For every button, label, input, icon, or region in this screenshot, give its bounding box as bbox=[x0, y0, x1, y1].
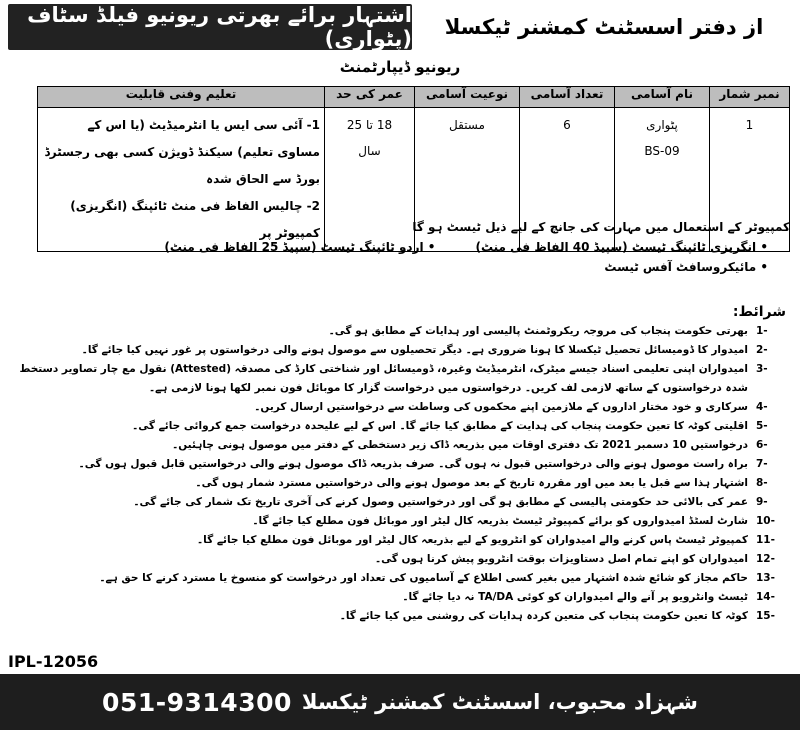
condition-number: 11- bbox=[756, 534, 775, 546]
condition-number: 7- bbox=[756, 458, 768, 470]
condition-text: کوٹہ کا تعین حکومت پنجاب کی متعین کردہ ہدایات کی روشنی میں کیا جائے گا۔ bbox=[339, 610, 748, 622]
condition-number: 5- bbox=[756, 420, 768, 432]
col-age: عمر کی حد bbox=[325, 87, 415, 108]
cell-serial: 1 bbox=[710, 108, 790, 252]
list-item bbox=[14, 398, 786, 417]
condition-number: 1- bbox=[756, 325, 768, 337]
advertisement-title: اشتہار برائے بھرتی ریونیو فیلڈ سٹاف (پٹواری) bbox=[8, 4, 412, 50]
signatory: شہزاد محبوب، اسسٹنٹ کمشنر ٹیکسلا bbox=[301, 690, 698, 714]
list-item bbox=[14, 436, 786, 455]
condition-number: 9- bbox=[756, 496, 768, 508]
test-intro: کمپیوٹر کے استعمال میں مہارت کی جانچ کے لیے ذیل ٹیسٹ ہو گا bbox=[412, 220, 790, 234]
list-item bbox=[14, 531, 786, 550]
col-post: نام آسامی bbox=[615, 87, 710, 108]
footer-bar bbox=[0, 674, 800, 730]
condition-text: امیدواران اپنی تعلیمی اسناد جیسے میٹرک، انٹرمیڈیٹ وغیرہ، ڈومیسائل اور شناختی کارڈ کی مصدقہ (Attested) نقول مع چار تصاویر دستخط شدہ درخواستوں کے ساتھ لازمی لف کریں۔ درخواستوں میں درخواست گزار کا موبائل فون نمبر لکھا ہونا لازمی ہے۔ bbox=[19, 363, 748, 394]
list-item bbox=[14, 474, 786, 493]
list-item bbox=[14, 550, 786, 569]
list-item bbox=[14, 569, 786, 588]
condition-number: 6- bbox=[756, 439, 768, 451]
table-header-row bbox=[38, 87, 790, 108]
condition-text: براہ راست موصول ہونے والی درخواستیں قبول نہ ہوں گی۔ صرف بذریعہ ڈاک موصول ہونے والی درخواستیں قابل قبول ہوں گی۔ bbox=[78, 458, 748, 470]
condition-number: 15- bbox=[756, 610, 775, 622]
col-serial: نمبر شمار bbox=[710, 87, 790, 108]
condition-number: 10- bbox=[756, 515, 775, 527]
post-scale: BS-09 bbox=[644, 144, 680, 158]
col-qualification: تعلیم وفنی قابلیت bbox=[38, 87, 325, 108]
list-item bbox=[14, 493, 786, 512]
test-urdu-typing: • اردو ٹائپنگ ٹیسٹ (سپیڈ 25 الفاظ فی منٹ) bbox=[164, 237, 435, 257]
ipl-number: IPL-12056 bbox=[8, 652, 99, 671]
list-item bbox=[14, 360, 786, 398]
list-item bbox=[14, 455, 786, 474]
conditions-list bbox=[14, 322, 786, 626]
condition-text: درخواستیں 10 دسمبر 2021 تک دفتری اوقات میں بذریعہ ڈاک زیر دستخطی کے دفتر میں موصول ہونی چاہئیں۔ bbox=[172, 439, 748, 451]
cell-nature: مستقل bbox=[415, 108, 520, 252]
condition-text: بھرتی حکومت پنجاب کی مروجہ ریکروٹمنٹ پالیسی اور ہدایات کے مطابق ہو گی۔ bbox=[328, 325, 748, 337]
condition-text: امیدوار کا ڈومیسائل تحصیل ٹیکسلا کا ہونا ضروری ہے۔ دیگر تحصیلوں سے موصول ہونے والی درخواستوں پر غور نہیں کیا جائے گا۔ bbox=[81, 344, 748, 356]
list-item bbox=[14, 341, 786, 360]
list-item bbox=[14, 588, 786, 607]
test-english-typing: • انگریزی ٹائپنگ ٹیسٹ (سپیڈ 40 الفاظ فی منٹ) bbox=[475, 237, 768, 257]
condition-text: شارٹ لسٹڈ امیدواروں کو برائے کمپیوٹر ٹیسٹ بذریعہ کال لیٹر اور موبائل فون مطلع کیا جائے گا۔ bbox=[252, 515, 748, 527]
age-unit: سال bbox=[358, 144, 381, 158]
qualification-1: 1- آئی سی ایس یا انٹرمیڈیٹ (یا اس کے مساوی تعلیم) سیکنڈ ڈویژن کسی بھی رجسٹرڈ بورڈ سے الحاق شدہ bbox=[44, 118, 320, 186]
condition-number: 4- bbox=[756, 401, 768, 413]
condition-number: 12- bbox=[756, 553, 775, 565]
list-item bbox=[14, 512, 786, 531]
test-section bbox=[30, 217, 790, 277]
condition-text: کمپیوٹر ٹیسٹ پاس کرنے والے امیدواران کو انٹرویو کے لیے بذریعہ کال لیٹر اور موبائل فون مطلع کیا جائے گا۔ bbox=[197, 534, 748, 546]
condition-text: عمر کی بالائی حد حکومتی پالیسی کے مطابق ہو گی اور درخواستیں وصول کرنے کی آخری تاریخ تک شمار کی جائے گی۔ bbox=[133, 496, 748, 508]
age-range: 18 تا 25 bbox=[346, 118, 393, 132]
condition-text: ٹیسٹ وانٹرویو پر آنے والے امیدواران کو کوئی TA/DA نہ دیا جائے گا۔ bbox=[402, 591, 748, 603]
test-bullets bbox=[30, 237, 768, 257]
post-name: پٹواری bbox=[646, 118, 678, 132]
condition-text: حاکم مجاز کو شائع شدہ اشتہار میں بغیر کسی اطلاع کے آسامیوں کی تعداد اور درخواست کو منسوخ یا مسترد کرنے کا حق ہے۔ bbox=[99, 572, 748, 584]
condition-number: 3- bbox=[756, 363, 768, 375]
list-item bbox=[14, 607, 786, 626]
list-item bbox=[14, 322, 786, 341]
condition-text: امیدواران کو اپنے تمام اصل دستاویزات بوقت انٹرویو پیش کرنا ہوں گی۔ bbox=[375, 553, 748, 565]
cell-count: 6 bbox=[520, 108, 615, 252]
col-count: تعداد آسامی bbox=[520, 87, 615, 108]
contact-phone: 051-9314300 bbox=[102, 687, 292, 717]
condition-text: اشتہار ہذا سے قبل یا بعد میں اور مقررہ تاریخ کے بعد موصول ہونے والی درخواستیں مسترد شمار ہوں گی۔ bbox=[195, 477, 748, 489]
list-item bbox=[14, 417, 786, 436]
condition-number: 14- bbox=[756, 591, 775, 603]
test-ms-office: • مائیکروسافٹ آفس ٹیسٹ bbox=[30, 257, 768, 277]
condition-text: سرکاری و خود مختار اداروں کے ملازمین اپنے محکموں کی وساطت سے درخواستیں ارسال کریں۔ bbox=[254, 401, 748, 413]
conditions-title: شرائط: bbox=[732, 304, 786, 320]
condition-number: 13- bbox=[756, 572, 775, 584]
office-name: از دفتر اسسٹنٹ کمشنر ٹیکسلا bbox=[444, 15, 764, 39]
condition-number: 2- bbox=[756, 344, 768, 356]
qualification-2: 2- چالیس الفاظ فی منٹ ٹائپنگ (انگریزی) کمپیوٹر پر bbox=[70, 199, 320, 240]
department-name: ریونیو ڈیپارٹمنٹ bbox=[339, 58, 461, 76]
col-nature: نوعیت آسامی bbox=[415, 87, 520, 108]
condition-text: اقلیتی کوٹہ کا تعین حکومت پنجاب کی ہدایت کے مطابق کیا جائے گا۔ اس کے لیے علیحدہ درخواست جمع کروائی جائے گی۔ bbox=[132, 420, 748, 432]
condition-number: 8- bbox=[756, 477, 768, 489]
